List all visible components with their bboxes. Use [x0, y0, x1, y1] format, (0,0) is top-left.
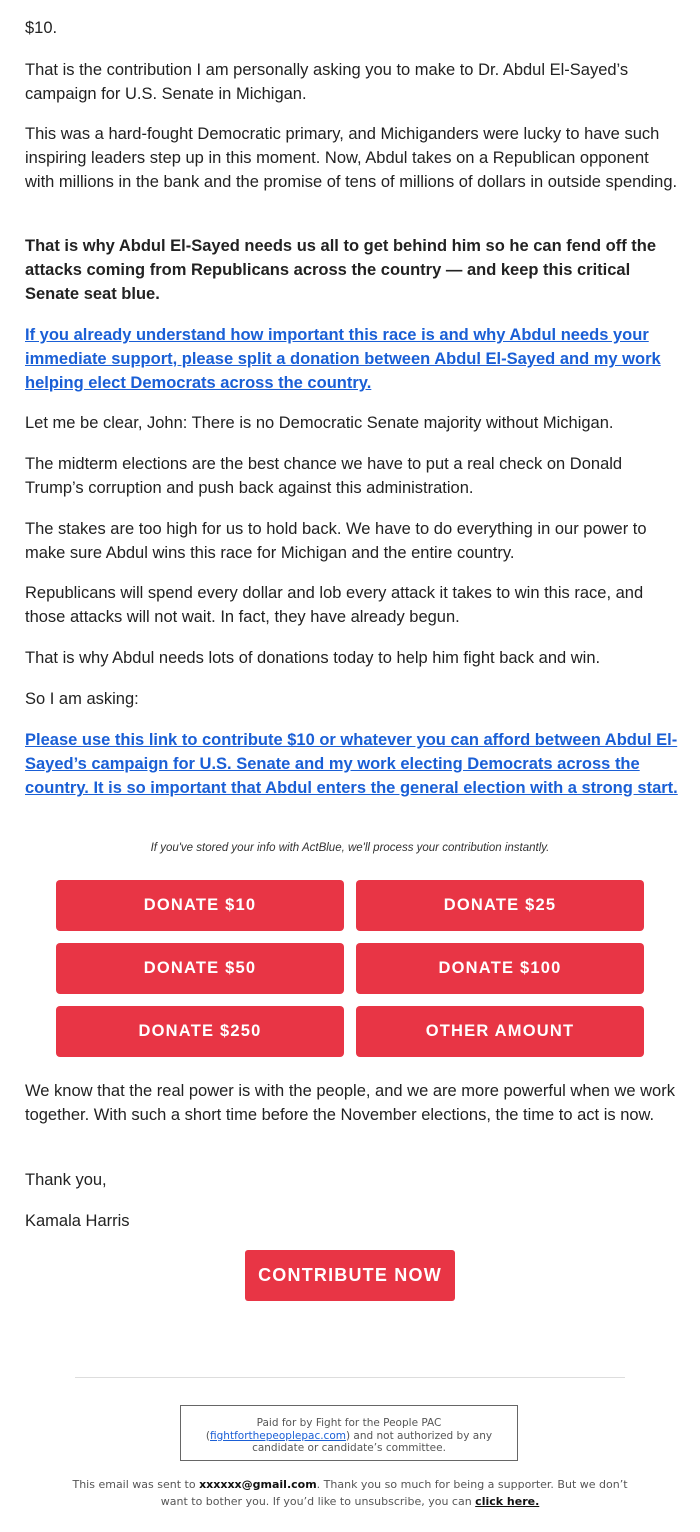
power-paragraph: We know that the real power is with the people, and we are more powerful when we work together. With such a short time before the November elections, the time to act is now.: [25, 1082, 675, 1124]
donate-100-button[interactable]: DONATE $100: [356, 943, 644, 994]
other-amount-button[interactable]: OTHER AMOUNT: [356, 1006, 644, 1057]
contribute-link[interactable]: Please use this link to contribute $10 or whatever you can afford between Abdul El-Sayed’s campaign for U.S. Senate and my work electing Democrats across the country. It is so important that Abdul enters the general election with a strong start.: [25, 731, 678, 797]
disclaimer-rest: ) and not authorized by any candidate or candidate’s committee.: [252, 1429, 493, 1454]
donate-10-button[interactable]: DONATE $10: [56, 880, 344, 931]
paid-for-disclaimer: [180, 1405, 518, 1461]
footer-text: [60, 1476, 640, 1510]
midterm-paragraph: The midterm elections are the best chance we have to put a real check on Donald Trump’s corruption and push back against this administration.: [25, 455, 623, 497]
donate-50-button[interactable]: DONATE $50: [56, 943, 344, 994]
split-donation-paragraph: [25, 323, 680, 395]
senate-majority-paragraph: Let me be clear, John: There is no Democratic Senate majority without Michigan.: [25, 414, 614, 432]
attacks-paragraph: Republicans will spend every dollar and lob every attack it takes to win this race, and those attacks will not wait. In fact, they have already begun.: [25, 584, 644, 626]
donate-250-button[interactable]: DONATE $250: [56, 1006, 344, 1057]
donate-25-button[interactable]: DONATE $25: [356, 880, 644, 931]
split-donation-link[interactable]: If you already understand how important this race is and why Abdul needs your immediate support, please split a donation between Abdul El-Sayed and my work helping elect Democrats across the country.: [25, 326, 661, 392]
donations-paragraph: That is why Abdul needs lots of donations today to help him fight back and win.: [25, 649, 601, 667]
amount-paragraph: $10.: [25, 19, 58, 37]
closing-line: Thank you,: [25, 1171, 107, 1189]
asking-paragraph: So I am asking:: [25, 690, 139, 708]
disclaimer-paren: (: [205, 1429, 211, 1442]
unsubscribe-link[interactable]: click here.: [475, 1495, 540, 1508]
contribute-link-paragraph: [25, 728, 680, 800]
pac-website-link[interactable]: fightforthepeoplepac.com: [210, 1429, 346, 1442]
stakes-paragraph: The stakes are too high for us to hold back. We have to do everything in our power to make sure Abdul wins this race for Michigan and the entire country.: [25, 520, 647, 562]
signature: Kamala Harris: [25, 1212, 130, 1230]
disclaimer-line: Paid for by Fight for the People PAC: [256, 1417, 442, 1429]
primary-paragraph: This was a hard-fought Democratic primary, and Michiganders were lucky to have such inspiring leaders step up in this moment. Now, Abdul takes on a Republican opponent with millions in the bank and the promise of tens of millions of dollars in outside spending.: [25, 125, 678, 191]
footer-prefix: This email was sent to: [72, 1478, 200, 1491]
recipient-email: xxxxxx@gmail.com: [199, 1478, 317, 1491]
actblue-note: If you've stored your info with ActBlue, we'll process your contribution instantly.: [150, 842, 550, 854]
footer-divider: [75, 1377, 625, 1378]
bold-appeal-paragraph: That is why Abdul El-Sayed needs us all to get behind him so he can fend off the attacks coming from Republicans across the country — and keep this critical Senate seat blue.: [25, 237, 657, 303]
contribute-now-button[interactable]: CONTRIBUTE NOW: [245, 1250, 455, 1301]
intro-paragraph: That is the contribution I am personally asking you to make to Dr. Abdul El-Sayed’s campaign for U.S. Senate in Michigan.: [25, 61, 629, 103]
footer-middle: . Thank you so much for being a supporter. But we don’t want to bother you. If you’d like to unsubscribe, you can: [160, 1478, 628, 1508]
